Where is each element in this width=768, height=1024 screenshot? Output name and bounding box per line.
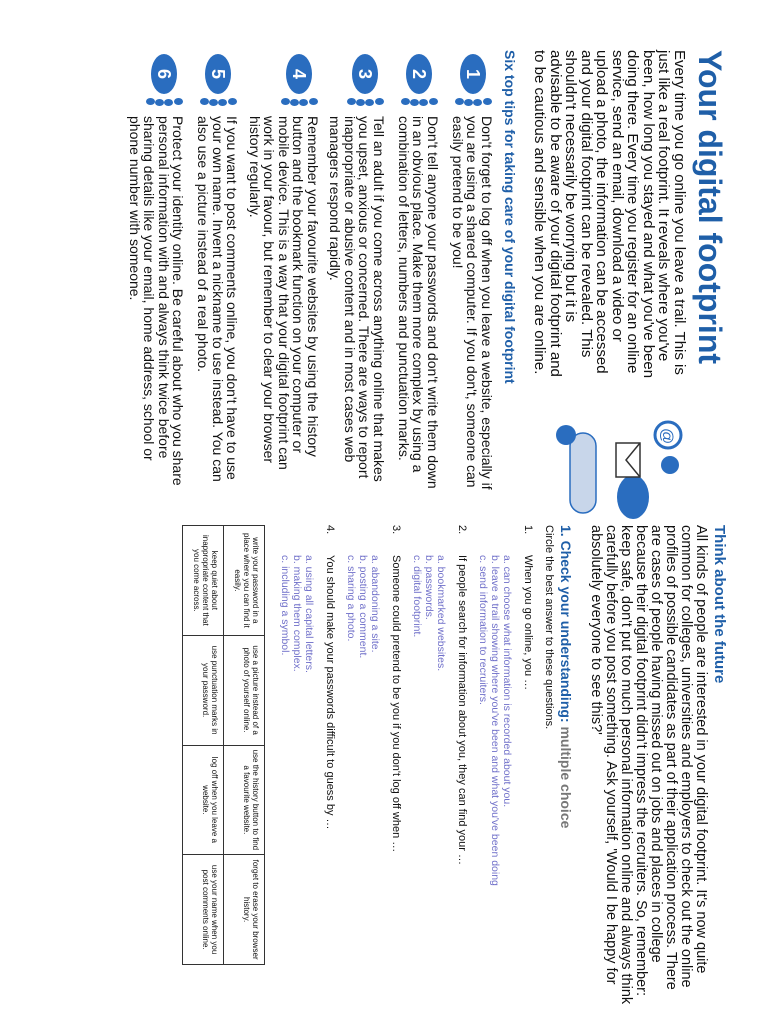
answer-option[interactable]: b. passwords. [423, 555, 435, 620]
table-row [183, 526, 224, 965]
question-2: 2. If people search for information about you, they can find your … a. bookmarked websites. b. passwords. c. digital footprint. [411, 525, 468, 1005]
answer-option[interactable]: a. abandoning a site. [369, 555, 381, 653]
answer-option[interactable]: a. bookmarked websites. [435, 555, 447, 672]
footprint-icon: 2 [398, 50, 440, 110]
statement-table [182, 525, 265, 965]
table-cell: forget to erase your browser history. [224, 855, 265, 965]
table-cell: keep quiet about inappropriate content that you come across. [183, 526, 224, 636]
table-row [224, 526, 265, 965]
tip-2 [394, 50, 440, 490]
exercise-instructions: Circle the best answer to these questions. [543, 525, 555, 730]
tip-4 [248, 50, 321, 490]
answer-option[interactable]: b. making them complex. [291, 555, 303, 672]
future-heading: Think about the future [711, 525, 728, 684]
answer-option[interactable]: c. send information to recruiters. [477, 555, 489, 705]
future-paragraph: All kinds of people are interested in your digital footprint. It's now quite common for colleges, universities and employers to check out the online profiles of possible candidates as part of their application process. There are cases of people having missed out on jobs and places in college because their digital footprint didn't impress the recruiters. So, remember: keep safe, don't put too much personal information online and always think carefully before you post something. Ask yourself, 'Would I be happy for absolutely everyone to see this?' [588, 525, 709, 1005]
footprint-icon: 6 [144, 50, 186, 110]
globe-icon [661, 456, 679, 474]
table-cell: write your password in a place where you can find it easily. [224, 526, 265, 636]
right-column [182, 525, 728, 1005]
question-4: 4. You should make your passwords difficult to guess by … a. using all capital letters. b. making them complex. c. including a symbol. [279, 525, 336, 1005]
footprint-icon: 5 [198, 50, 240, 110]
answer-option[interactable]: a. can choose what information is recorded about you. [501, 555, 513, 808]
svg-text:@: @ [658, 428, 675, 445]
page-title: Your digital footprint [692, 50, 728, 365]
table-cell: log off when you leave a website. [183, 745, 224, 855]
answer-option[interactable]: c. digital footprint. [411, 555, 423, 638]
intro-paragraph: Every time you go online you leave a trail. This is just like a real footprint. It reveals where you've been, how long you stayed and what you've been doing there. Every time you register for an online service, send an email, download a video or upload a photo, the information can be accessed and your digital footprint can be revealed. This shouldn't necessarily be worrying but it is advisable to be aware of your digital footprint and to be cautious and sensible when you are online. [531, 50, 688, 379]
tip-6 [128, 50, 186, 490]
tip-text: Don't forget to log off when you leave a website, especially if you are using a shared computer. If you don't, someone can easily pretend to be you! [450, 116, 495, 490]
tip-text: Protect your identity online. Be careful about who you share personal information with and always think twice before sharing details like your email, home address, school or phone number with someone. [127, 116, 187, 486]
tip-text: Don't tell anyone your passwords and don't write them down in an obvious place. Make them more complex by using a combination of letters, numbers and punctuation marks. [396, 116, 441, 489]
answer-option[interactable]: b. leave a trail showing where you've been and what you've been doing [489, 555, 501, 886]
answer-option[interactable]: c. including a symbol. [279, 555, 291, 656]
answer-option[interactable]: c. sharing a photo. [345, 555, 357, 642]
table-cell: use punctuation marks in your password. [183, 635, 224, 745]
exercise-heading: 1. Check your understanding: multiple choice [558, 525, 574, 829]
tips-heading: Six top tips for taking care of your digital footprint [502, 50, 518, 384]
tip-text: Remember your favourite websites by using the history button and the bookmark function on your computer or mobile device. This is a way that your digital footprint can work in your favour, but remember to clear your browser history regularly. [247, 116, 321, 470]
table-cell: use the history button to find a favourite website. [224, 745, 265, 855]
tip-text: Tell an adult if you come across anything online that makes you upset, anxious or concerned. There are ways to report inappropriate or abusive content and in most cases web managers respond rapidly. [327, 116, 387, 482]
tip-text: If you want to post comments online, you don't have to use your own name. Invent a nickname to use instead. You can also use a picture instead of a real photo. [195, 116, 241, 482]
footprint-icon: 1 [452, 50, 494, 110]
question-1: 1. When you go online, you … a. can choose what information is recorded about you. b. leave a trail showing where you've been and what you've been doing c. send information to recruiters. [477, 525, 534, 1005]
table-cell: use your name when you post comments online. [183, 855, 224, 965]
tip-3 [328, 50, 386, 490]
footprint-icon: 3 [344, 50, 386, 110]
camera-icon [556, 425, 576, 445]
table-cell: use a picture instead of a photo of yourself online. [224, 635, 265, 745]
footprint-icon: 4 [278, 50, 320, 110]
question-3: 3. Someone could pretend to be you if you don't log off when … a. abandoning a site. b. posting a comment. c. sharing a photo. [345, 525, 402, 1005]
answer-option[interactable]: a. using all capital letters. [303, 555, 315, 673]
tip-5 [194, 50, 240, 490]
cloud-icon [617, 475, 649, 519]
tip-1 [448, 50, 494, 490]
left-column [128, 50, 729, 490]
answer-option[interactable]: b. posting a comment. [357, 555, 369, 659]
internet-clipart [548, 415, 688, 525]
